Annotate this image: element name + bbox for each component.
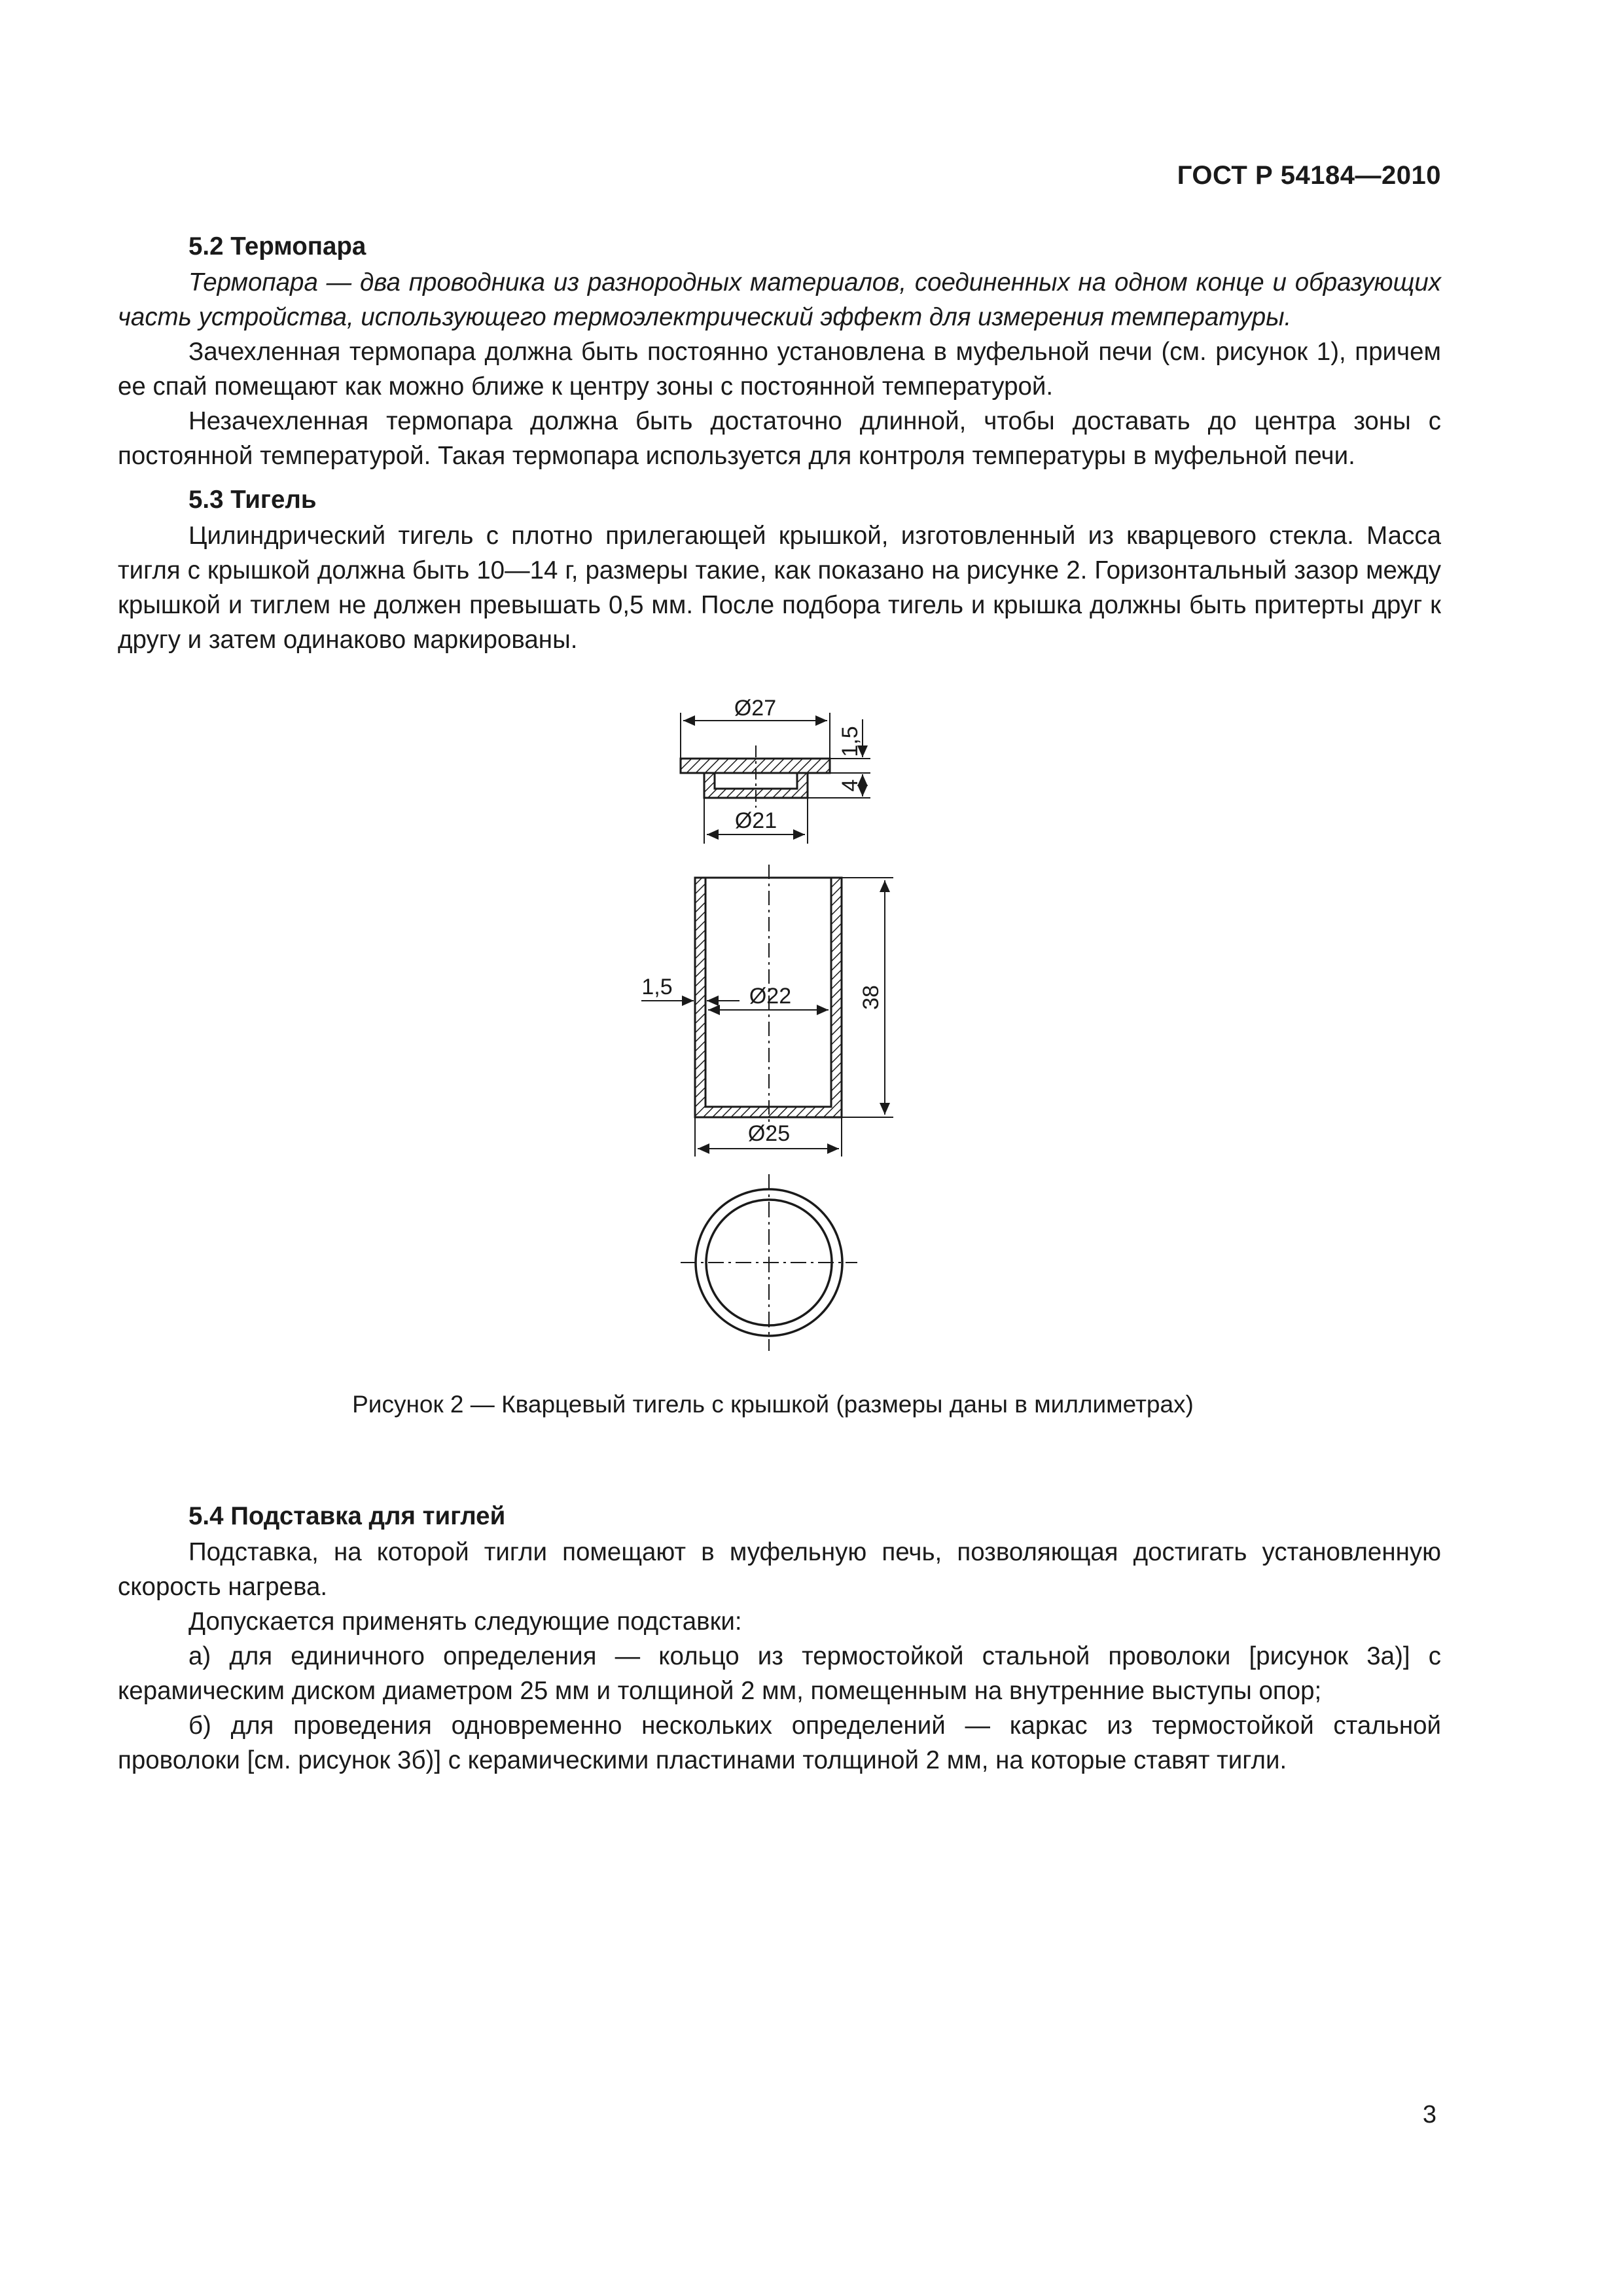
dimension-lid-plug [704,798,808,844]
paragraph: Цилиндрический тигель с плотно прилегающей крышкой, изготовленный из кварцевого стекла. Масса тигля с крышкой должна быть 10—14 г, размеры такие, как показано на рисунке 2. Горизонтальный зазор между крышкой и тиглем не должен превышать 0,5 мм. После подбора тигель и крышка должны быть притерты друг к другу и затем одинаково маркированы. [118,522,1441,654]
section-heading: 5.4 Подставка для тиглей [188,1502,506,1530]
paragraph: а) для единичного определения — кольцо из термостойкой стальной проволоки [рисунок 3а)] с керамическим диском диаметром 25 мм и толщиной 2 мм, помещенным на внутренние выступы опор; [118,1642,1441,1705]
dim-label-inner: Ø22 [749,984,792,1009]
dim-label-lid-plug-height: 4 [838,779,863,792]
dim-label-lid-rim: 1,5 [838,726,863,757]
crucible-figure [118,693,1441,1400]
page-number: 3 [1422,2101,1436,2128]
document-header: ГОСТ Р 54184—2010 [1177,161,1441,190]
dim-label-lid-plug: Ø21 [734,808,777,833]
paragraph: Незачехленная термопара должна быть достаточно длинной, чтобы доставать до центра зоны с постоянной температурой. Такая термопара используется для контроля температуры в муфельной печи. [118,407,1441,470]
dim-label-height: 38 [859,985,883,1010]
section-heading: 5.3 Тигель [188,486,317,514]
paragraph: Термопара — два проводника из разнородных материалов, соединенных на одном конце и образующих часть устройства, использующего термоэлектрический эффект для измерения температуры. [118,268,1441,331]
figure-caption: Рисунок 2 — Кварцевый тигель с крышкой (размеры даны в миллиметрах) [352,1391,1194,1418]
section-thermocouple [118,229,1441,473]
dim-label-outer: Ø25 [747,1121,791,1146]
section-crucible-stand [118,1499,1441,1778]
paragraph: б) для проведения одновременно нескольких определений — каркас из термостойкой стальной проволоки [см. рисунок 3б)] с керамическими пластинами толщиной 2 мм, на которые ставят тигли. [118,1712,1441,1774]
section-heading: 5.2 Термопара [188,232,366,260]
crucible-top-view [681,1174,857,1351]
paragraph: Зачехленная термопара должна быть постоянно установлена в муфельной печи (см. рисунок 1), причем ее спай помещают как можно ближе к центру зоны с постоянной температурой. [118,338,1441,401]
dim-label-lid-outer: Ø27 [734,696,777,721]
paragraph: Допускается применять следующие подставки: [188,1607,742,1636]
dimension-height [842,878,893,1117]
crucible-drawing [118,693,1441,1400]
section-crucible [118,482,1441,657]
dimension-outer [695,1117,842,1157]
document-body [118,229,1441,1787]
paragraph: Подставка, на которой тигли помещают в муфельную печь, позволяющая достигать установленную скорость нагрева. [118,1538,1441,1601]
dim-label-wall: 1,5 [641,975,673,999]
